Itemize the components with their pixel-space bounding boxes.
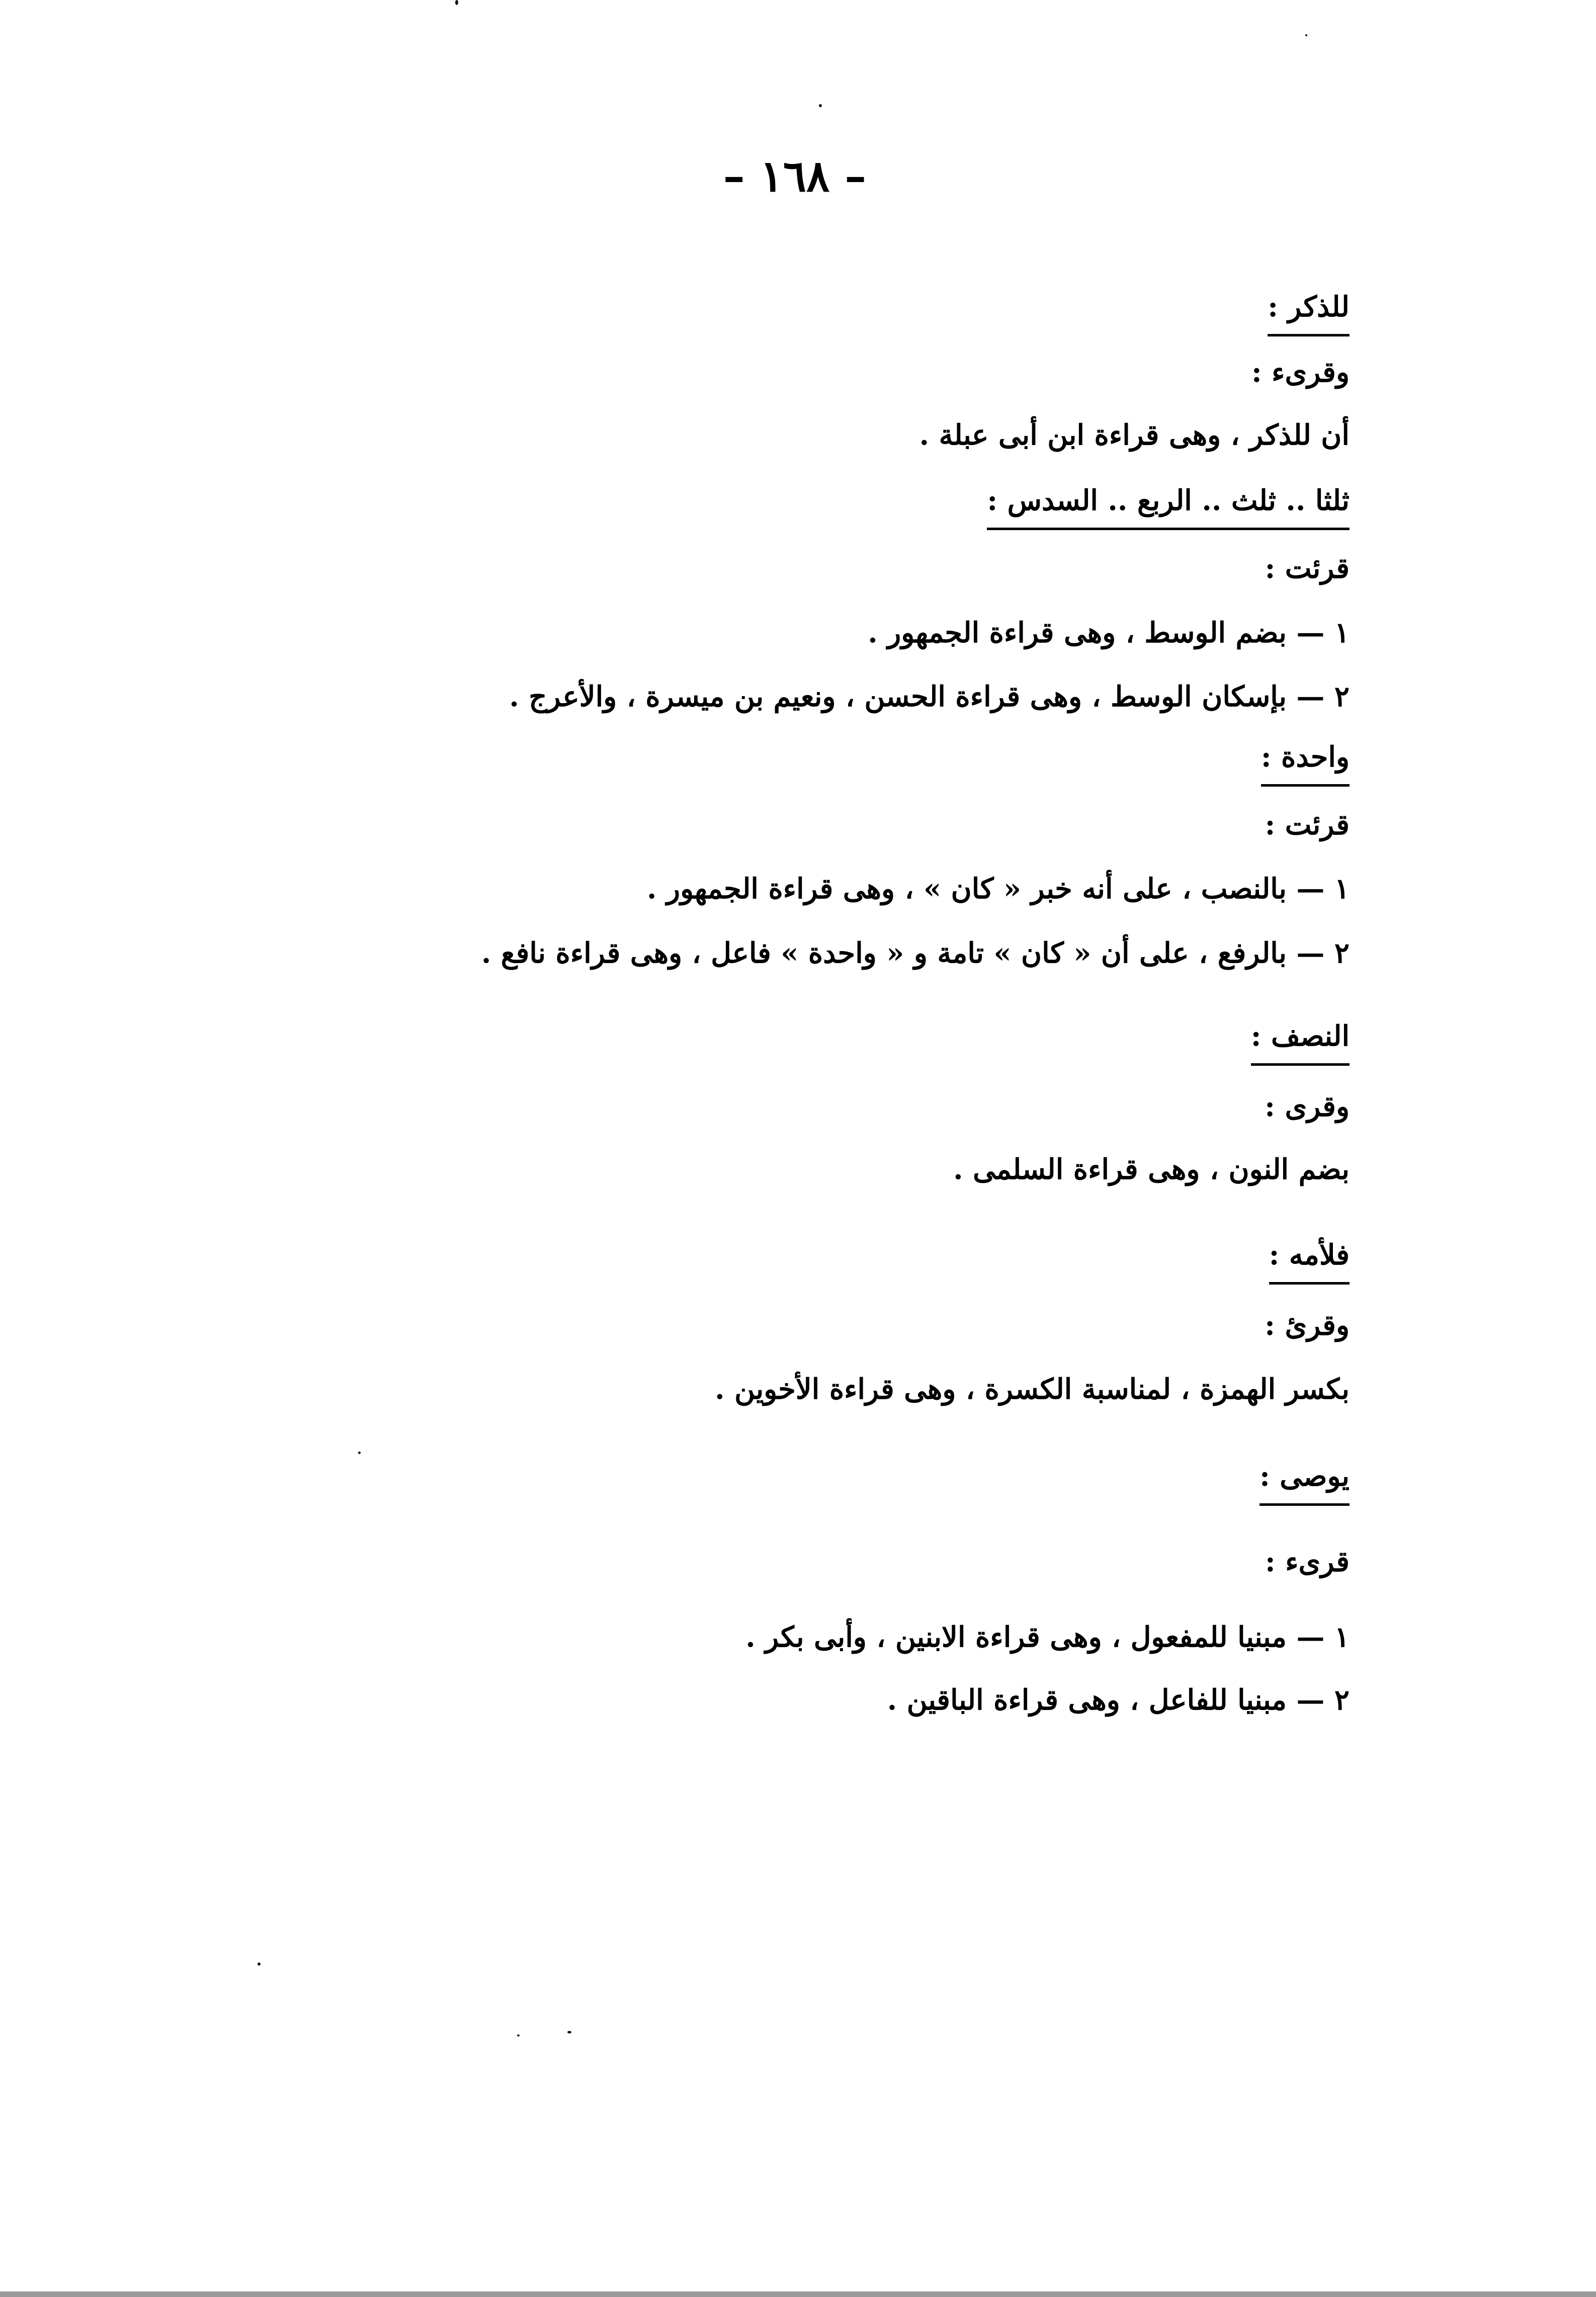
entry-4 xyxy=(1251,1016,1350,1066)
entry-5 xyxy=(1269,1235,1350,1285)
entry-line: ١ — بالنصب ، على أنه خبر « كان » ، وهى قراءة الجمهور . xyxy=(647,872,1350,905)
entry-heading: النصف : xyxy=(1251,1016,1350,1066)
entry-line: وقرئ : xyxy=(1265,1309,1350,1342)
entry-line: أن للذكر ، وهى قراءة ابن أبى عبلة . xyxy=(919,418,1350,452)
scan-speck xyxy=(819,104,822,107)
scan-speck xyxy=(567,2031,571,2033)
entry-heading: ثلثا .. ثلث .. الربع .. السدس : xyxy=(987,480,1350,530)
entry-heading: فلأمه : xyxy=(1269,1235,1350,1285)
entry-line: بكسر الهمزة ، لمناسبة الكسرة ، وهى قراءة الأخوين . xyxy=(715,1373,1350,1406)
entry-line: ٢ — مبنيا للفاعل ، وهى قراءة الباقين . xyxy=(887,1683,1350,1717)
entry-2 xyxy=(987,480,1350,530)
scan-speck xyxy=(258,1963,261,1966)
scan-speck xyxy=(1305,34,1307,36)
page-number: – ١٦٨ – xyxy=(723,151,867,202)
scan-speck xyxy=(358,1452,361,1454)
scan-speck xyxy=(517,2034,520,2036)
entry-6 xyxy=(1259,1456,1350,1506)
entry-heading: واحدة : xyxy=(1261,737,1350,787)
entry-line: ٢ — بإسكان الوسط ، وهى قراءة الحسن ، ونعيم بن ميسرة ، والأعرج . xyxy=(509,680,1350,713)
scan-speck xyxy=(455,0,458,5)
entry-3 xyxy=(1261,737,1350,787)
entry-line: قرئت : xyxy=(1265,808,1350,841)
entry-line: ٢ — بالرفع ، على أن « كان » تامة و « واحدة » فاعل ، وهى قراءة نافع . xyxy=(481,937,1350,970)
scan-bottom-border xyxy=(0,2291,1596,2297)
entry-heading: يوصى : xyxy=(1259,1456,1350,1506)
entry-line: قرئت : xyxy=(1265,552,1350,585)
entry-line: وقرى : xyxy=(1265,1090,1350,1123)
entry-1 xyxy=(1268,287,1350,336)
entry-line: ١ — بضم الوسط ، وهى قراءة الجمهور . xyxy=(868,616,1350,649)
entry-heading: للذكر : xyxy=(1268,287,1350,336)
entry-line: بضم النون ، وهى قراءة السلمى . xyxy=(953,1153,1350,1186)
entry-line: ١ — مبنيا للمفعول ، وهى قراءة الابنين ، وأبى بكر . xyxy=(745,1621,1350,1654)
entry-line: قرىء : xyxy=(1265,1545,1350,1578)
entry-line: وقرىء : xyxy=(1251,356,1350,389)
